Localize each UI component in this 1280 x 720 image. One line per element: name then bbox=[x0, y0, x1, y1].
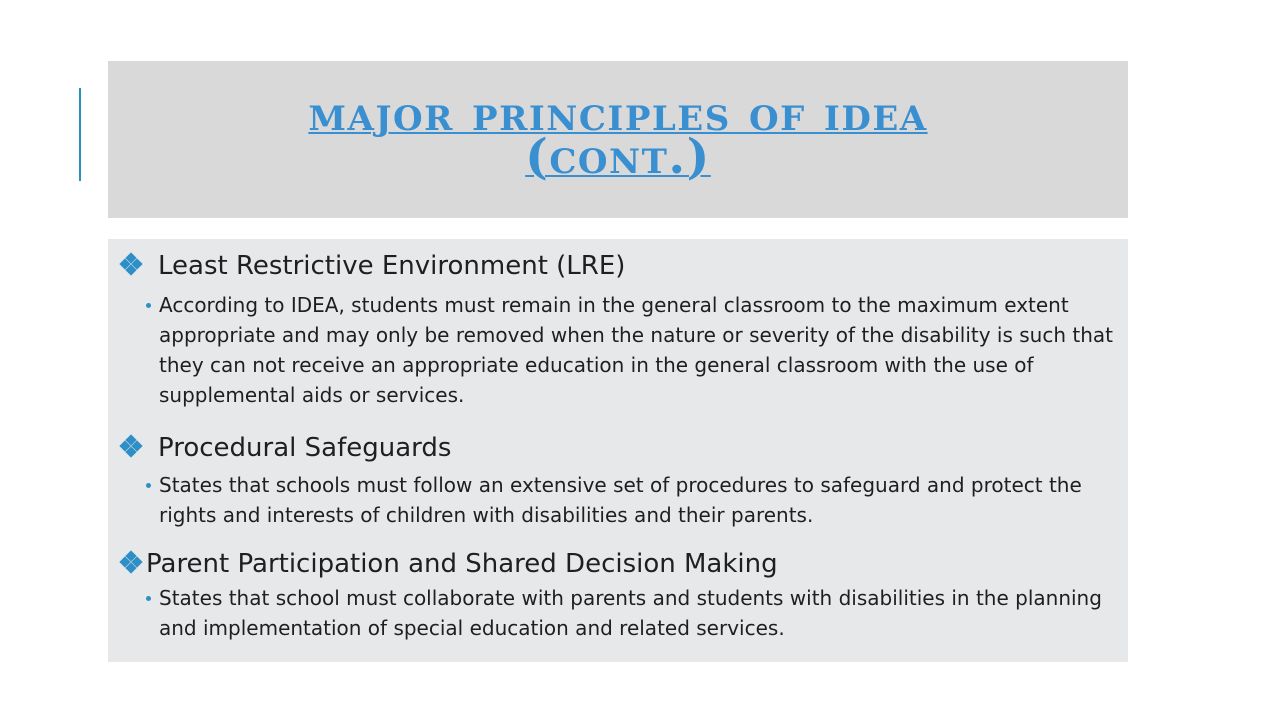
heading-text: Least Restrictive Environment (LRE) bbox=[158, 251, 626, 281]
section-parent-participation bbox=[108, 547, 1128, 643]
bullet-paragraph bbox=[159, 583, 1129, 643]
section-heading bbox=[108, 547, 1128, 581]
section-heading bbox=[108, 431, 1128, 465]
section-heading bbox=[108, 249, 1128, 283]
heading-text: Parent Participation and Shared Decision Making bbox=[146, 549, 778, 579]
diamond-bullet-icon bbox=[121, 436, 141, 456]
bullet-paragraph bbox=[159, 290, 1129, 410]
bullet-text: States that schools must follow an extensive set of procedures to safeguard and protect the rights and interests of children with disabilities and their parents. bbox=[159, 473, 1082, 527]
diamond-bullet-icon bbox=[121, 254, 141, 274]
accent-line bbox=[79, 88, 81, 181]
slide-title[interactable] bbox=[108, 85, 1128, 185]
section-lre bbox=[108, 249, 1128, 410]
bullet-text: States that school must collaborate with parents and students with disabilities in the planning and implementation of special education and related services. bbox=[159, 586, 1102, 640]
bullet-text: According to IDEA, students must remain in the general classroom to the maximum extent appropriate and may only be removed when the nature or severity of the disability is such that they can not receive an appropriate education in the general classroom with the use of supplemental aids or services. bbox=[159, 293, 1113, 407]
slide-title-line-1: major principles of idea bbox=[308, 85, 928, 142]
title-box bbox=[108, 61, 1128, 218]
slide-title-line-2: (cont.) bbox=[525, 128, 711, 185]
heading-text: Procedural Safeguards bbox=[158, 433, 452, 463]
dot-bullet-icon bbox=[146, 303, 151, 308]
dot-bullet-icon bbox=[146, 483, 151, 488]
bullet-paragraph bbox=[159, 470, 1129, 530]
section-procedural-safeguards bbox=[108, 431, 1128, 530]
diamond-bullet-icon bbox=[121, 552, 141, 572]
dot-bullet-icon bbox=[146, 596, 151, 601]
content-box bbox=[108, 239, 1128, 662]
